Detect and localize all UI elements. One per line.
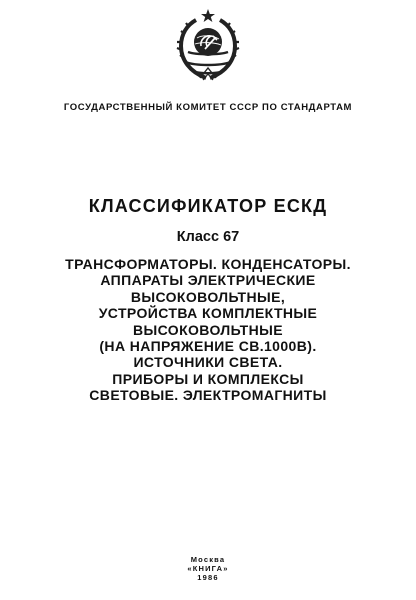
publisher-imprint — [0, 555, 416, 582]
subject-line: ИСТОЧНИКИ СВЕТА. — [133, 354, 283, 371]
committee-name: ГОСУДАРСТВЕННЫЙ КОМИТЕТ СССР ПО СТАНДАРТАМ — [63, 102, 353, 113]
imprint-publisher: «КНИГА» — [187, 564, 229, 573]
class-label: Класс 67 — [176, 229, 240, 245]
subject-line: ТРАНСФОРМАТОРЫ. КОНДЕНСАТОРЫ. — [65, 256, 351, 272]
subject-line: ВЫСОКОВОЛЬТНЫЕ, — [130, 288, 286, 305]
class-subject — [0, 256, 416, 404]
imprint-year: 1986 — [197, 573, 219, 582]
subject-line: АППАРАТЫ ЭЛЕКТРИЧЕСКИЕ — [100, 272, 316, 289]
ussr-state-emblem-icon — [176, 8, 240, 82]
subject-line: УСТРОЙСТВА КОМПЛЕКТНЫЕ — [98, 305, 318, 322]
document-title: КЛАССИФИКАТОР ЕСКД — [88, 196, 328, 216]
subject-line: ВЫСОКОВОЛЬТНЫЕ — [133, 321, 283, 338]
subject-line: (НА НАПРЯЖЕНИЕ СВ.1000В). — [99, 338, 317, 355]
subject-line: ПРИБОРЫ И КОМПЛЕКСЫ — [112, 370, 304, 387]
imprint-city: Москва — [190, 555, 226, 564]
subject-line: СВЕТОВЫЕ. ЭЛЕКТРОМАГНИТЫ — [89, 387, 327, 404]
